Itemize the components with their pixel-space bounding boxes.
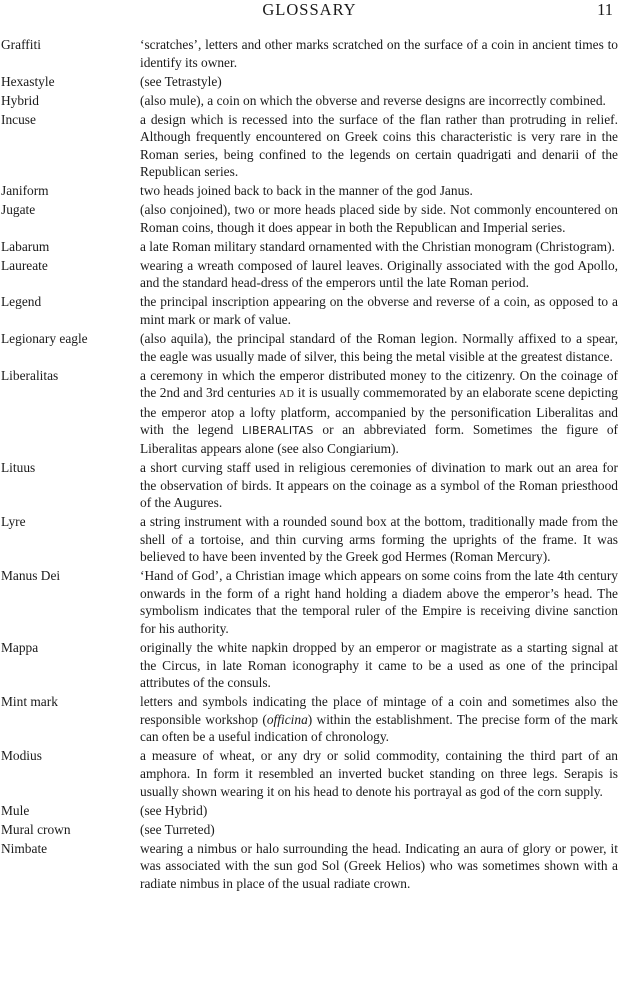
definition-text: or an abbreviated form. Sometimes the figure of Liberalitas appears alone (see also Congiarium).: [140, 422, 619, 456]
coin-legend-text: LIBERALITAS: [242, 424, 314, 438]
glossary-entry-nimbate: [0, 840, 619, 893]
glossary-entry-graffiti: [0, 36, 619, 71]
term: Mural crown: [1, 821, 71, 837]
term: Janiform: [1, 183, 49, 199]
glossary-list: [0, 36, 619, 894]
glossary-entry-mural-crown: [0, 821, 619, 839]
term: Liberalitas: [1, 367, 59, 383]
glossary-entry-liberalitas: [0, 367, 619, 458]
definition: wearing a nimbus or halo surrounding the head. Indicating an aura of glory or power, it was associated with the sun god Sol (Greek Helios) who was sometimes shown with a radiate nimbus in place of the usual radiate crown.: [140, 840, 618, 891]
definition: the principal inscription appearing on the obverse and reverse of a coin, as opposed to a mint mark or mark of value.: [140, 294, 618, 328]
definition-text: ) within the establishment. The precise form of the mark can often be a useful indication of chronology.: [140, 711, 618, 745]
definition: a string instrument with a rounded sound box at the bottom, traditionally made from the shell of a tortoise, and thin curving arms forming the uprights of the frame. It was believed to have been invented by the Greek god Hermes (Roman Mercury).: [140, 514, 618, 565]
definition: a short curving staff used in religious ceremonies of divination to mark out an area for the observation of birds. It appears on the coinage as a symbol of the Roman priesthood of the Augures.: [140, 459, 618, 511]
term: Labarum: [1, 238, 50, 254]
definition: ‘scratches’, letters and other marks scratched on the surface of a coin in ancient times to identify its owner.: [140, 37, 618, 70]
term: Lituus: [1, 459, 36, 475]
definition: a design which is recessed into the surface of the flan rather than protruding in relief. Although frequently encountered on Greek coins this characteristic is very rare in the Roman series, being confined to the legends on certain quadrigati and denarii of the Republican series.: [140, 111, 618, 180]
definition: (see Turreted): [140, 821, 215, 837]
era-abbreviation: AD: [278, 389, 295, 401]
definition: a measure of wheat, or any dry or solid commodity, containing the third part of an amphora. In form it resembled an inverted bucket standing on three legs. Serapis is usually shown wearing it on his head to denote his portrayal as god of the corn supply.: [140, 748, 618, 799]
definition: a late Roman military standard ornamented with the Christian monogram (Christogram).: [140, 238, 615, 254]
term: Mint mark: [1, 694, 58, 710]
definition: (also conjoined), two or more heads placed side by side. Not commonly encountered on Roman coins, though it does appear in both the Republican and Imperial series.: [140, 202, 618, 235]
term: Manus Dei: [1, 568, 61, 584]
definition: originally the white napkin dropped by an emperor or magistrate as a starting signal at the Circus, in late Roman iconography it came to be a used as one of the principal attributes of the consuls.: [140, 640, 618, 691]
term: Hybrid: [1, 92, 39, 108]
italic-term: officina: [266, 711, 308, 727]
definition: wearing a wreath composed of laurel leaves. Originally associated with the god Apollo, and the standard head-dress of the emperors until the late Roman period.: [140, 257, 618, 291]
running-header: [0, 0, 619, 22]
glossary-entry-legionary-eagle: [0, 330, 619, 365]
glossary-entry-manus-dei: [0, 567, 619, 637]
glossary-entry-laureate: [0, 257, 619, 292]
glossary-entry-legend: [0, 293, 619, 328]
term: Incuse: [1, 111, 36, 127]
term: Mappa: [1, 640, 39, 656]
glossary-entry-janiform: [0, 182, 619, 200]
term: Legend: [1, 294, 42, 310]
page-title: GLOSSARY: [262, 0, 357, 19]
term: Graffiti: [1, 37, 41, 52]
glossary-entry-incuse: [0, 111, 619, 181]
term: Lyre: [1, 514, 26, 530]
definition: two heads joined back to back in the manner of the god Janus.: [140, 183, 473, 199]
glossary-entry-hybrid: [0, 92, 619, 110]
term: Laureate: [1, 257, 48, 273]
term: Mule: [1, 802, 30, 818]
glossary-entry-mule: [0, 802, 619, 820]
definition: (also mule), a coin on which the obverse and reverse designs are incorrectly combined.: [140, 92, 606, 108]
term: Modius: [1, 748, 42, 764]
page-number: 11: [597, 0, 613, 19]
definition-text: a ceremony in which the emperor distributed money to the citizenry. On the coinage of the 2nd and 3rd centuries: [140, 367, 618, 401]
definition: (see Hybrid): [140, 802, 208, 818]
term: Legionary eagle: [1, 331, 88, 347]
definition: (also aquila), the principal standard of the Roman legion. Normally affixed to a spear, the eagle was usually made of silver, this being the metal visible at the greatest distance.: [140, 331, 618, 364]
definition-text: it is usually commemorated by an elaborate scene depicting the emperor atop a lofty platform, accompanied by the personification Liberalitas and with the legend: [140, 385, 618, 438]
definition: [140, 367, 618, 458]
glossary-entry-mappa: [0, 639, 619, 692]
definition: ‘Hand of God’, a Christian image which appears on some coins from the late 4th century onwards in the form of a right hand holding a diadem above the emperor’s head. The symbolism indicates that the temporal ruler of the Empire is receiving divine sanction for his authority.: [140, 568, 618, 637]
glossary-entry-labarum: [0, 238, 619, 256]
term: Jugate: [1, 202, 36, 218]
glossary-entry-modius: [0, 747, 619, 800]
glossary-entry-lituus: [0, 459, 619, 512]
glossary-entry-jugate: [0, 201, 619, 236]
glossary-entry-mint-mark: [0, 693, 619, 746]
definition: (see Tetrastyle): [140, 73, 222, 89]
term: Hexastyle: [1, 73, 55, 89]
glossary-entry-hexastyle: [0, 73, 619, 91]
definition-text: letters and symbols indicating the place of mintage of a coin and sometimes also the responsible workshop (: [140, 694, 618, 727]
definition: [140, 693, 618, 746]
term: Nimbate: [1, 840, 48, 856]
glossary-entry-lyre: [0, 513, 619, 566]
